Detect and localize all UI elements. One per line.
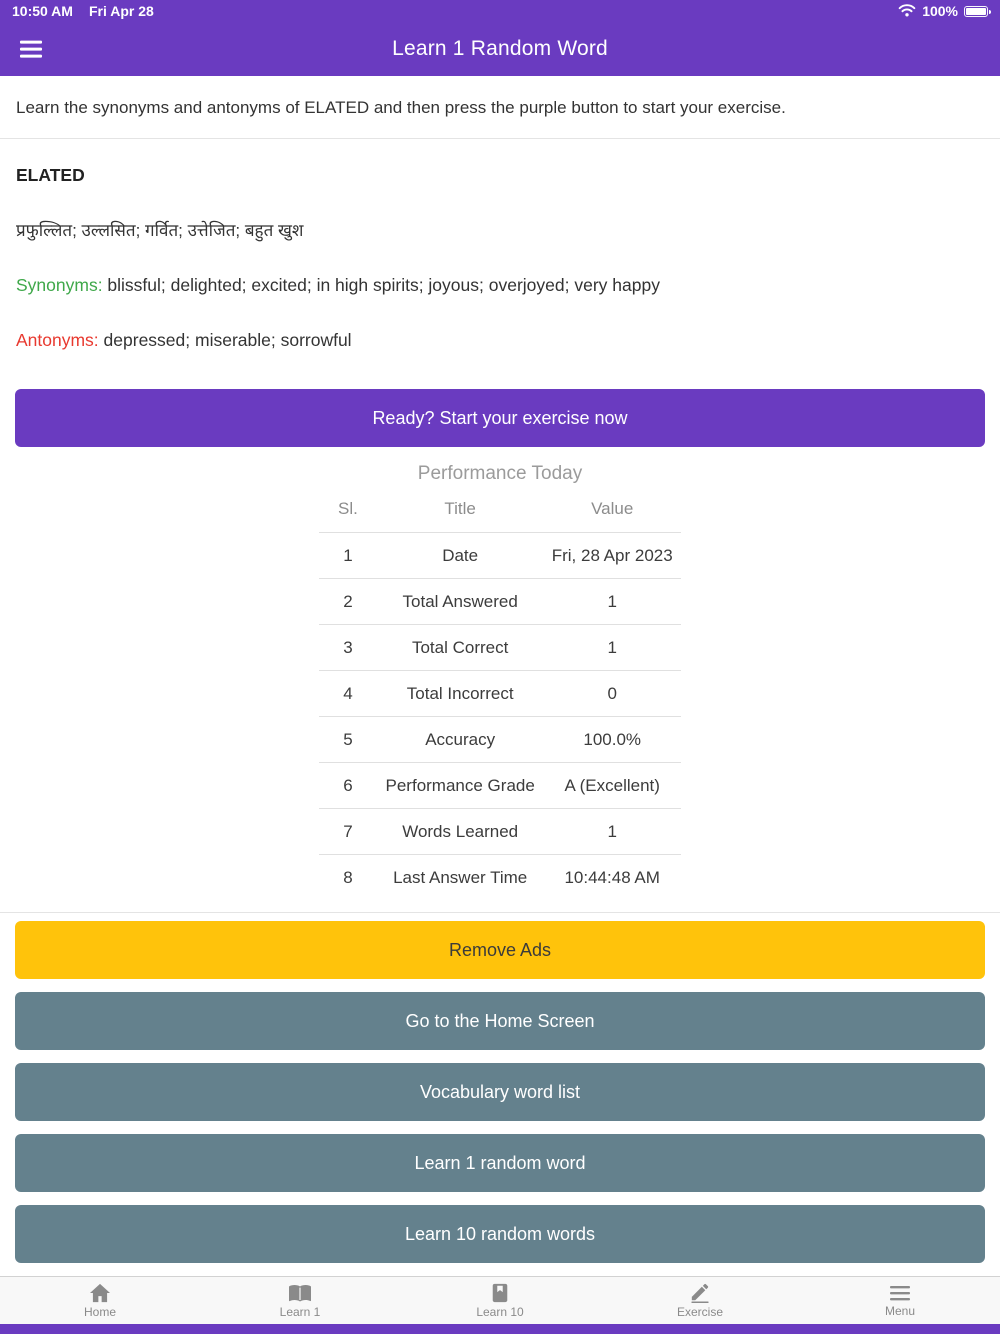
learn-1-button[interactable]: Learn 1 random word: [15, 1134, 985, 1192]
home-indicator-strip: [0, 1324, 1000, 1334]
status-time: 10:50 AM: [12, 3, 73, 19]
antonyms-line: [16, 330, 984, 351]
column-header-title: Title: [444, 499, 476, 518]
performance-title: Performance Today: [417, 463, 583, 484]
status-date: Fri Apr 28: [88, 3, 154, 19]
bottom-tab-bar: [0, 1276, 1000, 1324]
divider: [0, 138, 1000, 139]
tab-label: Menu: [884, 1303, 916, 1318]
go-home-button[interactable]: Go to the Home Screen: [15, 992, 985, 1050]
remove-ads-button[interactable]: Remove Ads: [15, 921, 985, 979]
column-header-sl: Sl.: [338, 499, 358, 518]
book-bookmark-icon: [490, 1283, 510, 1303]
home-icon: [89, 1283, 111, 1303]
table-row: 5 Accuracy 100.0%: [319, 717, 681, 763]
tab-menu[interactable]: [800, 1277, 1000, 1324]
divider: [0, 912, 1000, 913]
vocabulary-list-button[interactable]: Vocabulary word list: [15, 1063, 985, 1121]
status-bar: [0, 0, 1000, 22]
word-hindi-meaning: प्रफुल्लित; उल्लसित; गर्वित; उत्तेजित; बहुत खुश: [16, 221, 304, 240]
instruction-text: Learn the synonyms and antonyms of ELATED and then press the purple button to start your exercise.: [16, 98, 786, 117]
antonyms-text: depressed; miserable; sorrowful: [98, 330, 352, 350]
table-row: 6 Performance Grade A (Excellent): [319, 763, 681, 809]
tab-label: Exercise: [676, 1304, 723, 1319]
pencil-icon: [689, 1283, 711, 1303]
table-row: 3 Total Correct 1: [319, 625, 681, 671]
menu-button[interactable]: [16, 37, 46, 62]
table-row: 1 Date Fri, 28 Apr 2023: [319, 533, 681, 579]
tab-label: Learn 10: [476, 1304, 524, 1319]
tab-label: Learn 1: [279, 1304, 321, 1319]
hamburger-icon: [889, 1284, 911, 1302]
tab-home[interactable]: [0, 1277, 200, 1324]
open-book-icon: [288, 1283, 312, 1303]
antonyms-label: Antonyms:: [16, 330, 99, 350]
table-header-row: [319, 489, 681, 533]
tab-learn-10[interactable]: [400, 1277, 600, 1324]
performance-table: [319, 489, 681, 900]
tab-exercise[interactable]: [600, 1277, 800, 1324]
column-header-value: Value: [591, 499, 634, 518]
main-content: [0, 76, 1000, 1276]
synonyms-text: blissful; delighted; excited; in high spirits; joyous; overjoyed; very happy: [102, 275, 660, 295]
tab-label: Home: [83, 1304, 116, 1319]
table-row: 4 Total Incorrect 0: [319, 671, 681, 717]
tab-learn-1[interactable]: [200, 1277, 400, 1324]
table-row: 8 Last Answer Time 10:44:48 AM: [319, 855, 681, 901]
synonyms-label: Synonyms:: [16, 275, 103, 295]
start-exercise-button[interactable]: Ready? Start your exercise now: [15, 389, 985, 447]
battery-icon: [964, 6, 988, 17]
word-title: ELATED: [16, 165, 85, 185]
learn-10-button[interactable]: Learn 10 random words: [15, 1205, 985, 1263]
table-row: 2 Total Answered 1: [319, 579, 681, 625]
page-title: Learn 1 Random Word: [392, 37, 608, 60]
table-row: 7 Words Learned 1: [319, 809, 681, 855]
synonyms-line: [16, 275, 984, 296]
wifi-icon: [898, 3, 916, 20]
battery-percent: 100%: [922, 3, 958, 19]
app-header: [0, 22, 1000, 76]
